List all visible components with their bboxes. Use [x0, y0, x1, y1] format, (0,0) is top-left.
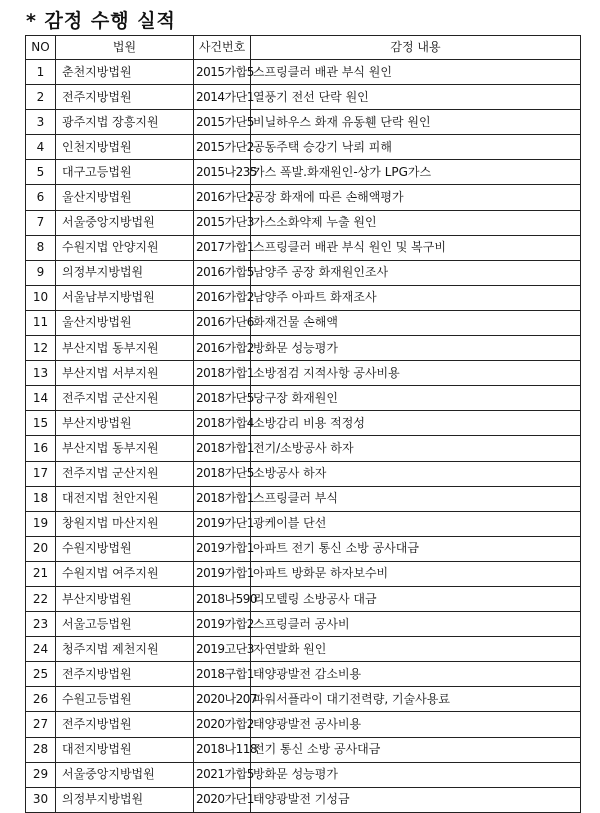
- row-court: 전주지법 군산지원: [56, 386, 194, 411]
- row-content: 자연발화 원인: [251, 637, 581, 662]
- row-number: 30: [26, 787, 56, 812]
- row-court: 부산지법 서부지원: [56, 361, 194, 386]
- row-number: 10: [26, 285, 56, 310]
- table-row: [26, 511, 581, 536]
- row-court: 울산지방법원: [56, 185, 194, 210]
- row-case-number: 2015나235: [194, 160, 251, 185]
- header-court: 법원: [56, 36, 194, 60]
- row-court: 울산지방법원: [56, 310, 194, 335]
- row-case-number: 2018가단5: [194, 461, 251, 486]
- table-row: [26, 310, 581, 335]
- row-content: 남양주 공장 화재원인조사: [251, 260, 581, 285]
- table-row: [26, 235, 581, 260]
- row-number: 25: [26, 662, 56, 687]
- row-number: 29: [26, 762, 56, 787]
- row-case-number: 2019가단1: [194, 511, 251, 536]
- row-court: 의정부지방법원: [56, 260, 194, 285]
- row-content: 리모델링 소방공사 대금: [251, 586, 581, 611]
- row-content: 태양광발전 감소비용: [251, 662, 581, 687]
- table-row: [26, 461, 581, 486]
- row-number: 7: [26, 210, 56, 235]
- row-number: 17: [26, 461, 56, 486]
- row-content: 태양광발전 공사비용: [251, 712, 581, 737]
- row-court: 춘천지방법원: [56, 60, 194, 85]
- row-number: 9: [26, 260, 56, 285]
- row-court: 광주지법 장흥지원: [56, 110, 194, 135]
- row-content: 소방공사 하자: [251, 461, 581, 486]
- table-row: [26, 160, 581, 185]
- table-row: [26, 712, 581, 737]
- row-court: 부산지법 동부지원: [56, 336, 194, 361]
- row-case-number: 2018가합1: [194, 436, 251, 461]
- row-number: 11: [26, 310, 56, 335]
- row-content: 공장 화재에 따른 손해액평가: [251, 185, 581, 210]
- row-court: 서울고등법원: [56, 612, 194, 637]
- row-court: 부산지방법원: [56, 586, 194, 611]
- row-number: 26: [26, 687, 56, 712]
- row-case-number: 2016가합5: [194, 260, 251, 285]
- row-court: 수원고등법원: [56, 687, 194, 712]
- row-court: 대전지방법원: [56, 737, 194, 762]
- row-content: 당구장 화재원인: [251, 386, 581, 411]
- row-case-number: 2020가합2: [194, 712, 251, 737]
- row-case-number: 2019가합2: [194, 612, 251, 637]
- table-header-row: [26, 36, 581, 60]
- table-row: [26, 561, 581, 586]
- row-court: 전주지방법원: [56, 712, 194, 737]
- row-number: 28: [26, 737, 56, 762]
- row-court: 전주지방법원: [56, 85, 194, 110]
- table-row: [26, 135, 581, 160]
- row-court: 대전지법 천안지원: [56, 486, 194, 511]
- row-case-number: 2015가단2: [194, 135, 251, 160]
- row-case-number: 2018가합1: [194, 361, 251, 386]
- row-number: 24: [26, 637, 56, 662]
- row-content: 스프링클러 배관 부식 원인 및 복구비: [251, 235, 581, 260]
- row-number: 15: [26, 411, 56, 436]
- row-content: 가스 폭발.화재원인-상가 LPG가스: [251, 160, 581, 185]
- row-case-number: 2016가합2: [194, 285, 251, 310]
- row-case-number: 2018가단5: [194, 386, 251, 411]
- row-content: 소방점검 지적사항 공사비용: [251, 361, 581, 386]
- row-court: 부산지법 동부지원: [56, 436, 194, 461]
- row-content: 아파트 전기 통신 소방 공사대금: [251, 536, 581, 561]
- row-content: 전기/소방공사 하자: [251, 436, 581, 461]
- row-number: 20: [26, 536, 56, 561]
- row-number: 3: [26, 110, 56, 135]
- row-content: 광케이블 단선: [251, 511, 581, 536]
- table-row: [26, 60, 581, 85]
- row-content: 남양주 아파트 화재조사: [251, 285, 581, 310]
- table-row: [26, 787, 581, 812]
- row-court: 대구고등법원: [56, 160, 194, 185]
- row-content: 공동주택 승강기 낙뢰 피해: [251, 135, 581, 160]
- row-content: 방화문 성능평가: [251, 762, 581, 787]
- table-row: [26, 411, 581, 436]
- row-case-number: 2017가합1: [194, 235, 251, 260]
- table-row: [26, 586, 581, 611]
- appraisal-table: [25, 35, 581, 813]
- row-case-number: 2021가합5: [194, 762, 251, 787]
- row-court: 서울남부지방법원: [56, 285, 194, 310]
- table-row: [26, 361, 581, 386]
- row-case-number: 2015가합5: [194, 60, 251, 85]
- header-case-number: 사건번호: [194, 36, 251, 60]
- row-content: 열풍기 전선 단락 원인: [251, 85, 581, 110]
- row-content: 아파트 방화문 하자보수비: [251, 561, 581, 586]
- table-row: [26, 110, 581, 135]
- row-case-number: 2018나590: [194, 586, 251, 611]
- table-row: [26, 85, 581, 110]
- row-court: 수원지방법원: [56, 536, 194, 561]
- row-content: 전기 통신 소방 공사대금: [251, 737, 581, 762]
- table-row: [26, 687, 581, 712]
- row-case-number: 2018나118: [194, 737, 251, 762]
- row-case-number: 2016가단6: [194, 310, 251, 335]
- row-number: 16: [26, 436, 56, 461]
- row-content: 가스소화약제 누출 원인: [251, 210, 581, 235]
- row-content: 비닐하우스 화재 유동휀 단락 원인: [251, 110, 581, 135]
- table-row: [26, 612, 581, 637]
- row-number: 6: [26, 185, 56, 210]
- row-case-number: 2019가합1: [194, 536, 251, 561]
- page-title: * 감정 수행 실적: [26, 10, 176, 32]
- table-row: [26, 737, 581, 762]
- row-number: 14: [26, 386, 56, 411]
- row-number: 5: [26, 160, 56, 185]
- row-number: 1: [26, 60, 56, 85]
- row-case-number: 2014가단1: [194, 85, 251, 110]
- row-number: 22: [26, 586, 56, 611]
- row-case-number: 2019가합1: [194, 561, 251, 586]
- table-row: [26, 536, 581, 561]
- header-appraisal-content: 감정 내용: [251, 36, 581, 60]
- row-case-number: 2020가단1: [194, 787, 251, 812]
- row-case-number: 2016가합2: [194, 336, 251, 361]
- row-case-number: 2015가단5: [194, 110, 251, 135]
- table-row: [26, 185, 581, 210]
- row-case-number: 2018구합1: [194, 662, 251, 687]
- table-row: [26, 336, 581, 361]
- row-court: 전주지방법원: [56, 662, 194, 687]
- row-number: 8: [26, 235, 56, 260]
- row-number: 13: [26, 361, 56, 386]
- row-court: 서울중앙지방법원: [56, 210, 194, 235]
- table-row: [26, 662, 581, 687]
- row-court: 인천지방법원: [56, 135, 194, 160]
- table-row: [26, 210, 581, 235]
- row-number: 27: [26, 712, 56, 737]
- row-content: 스프링클러 공사비: [251, 612, 581, 637]
- row-number: 18: [26, 486, 56, 511]
- row-number: 12: [26, 336, 56, 361]
- row-content: 소방감리 비용 적정성: [251, 411, 581, 436]
- row-number: 21: [26, 561, 56, 586]
- row-content: 화재건물 손해액: [251, 310, 581, 335]
- row-number: 2: [26, 85, 56, 110]
- row-court: 전주지법 군산지원: [56, 461, 194, 486]
- row-content: 태양광발전 기성금: [251, 787, 581, 812]
- row-court: 수원지법 안양지원: [56, 235, 194, 260]
- row-number: 19: [26, 511, 56, 536]
- row-court: 창원지법 마산지원: [56, 511, 194, 536]
- row-case-number: 2018가합4: [194, 411, 251, 436]
- row-case-number: 2018가합1: [194, 486, 251, 511]
- table-row: [26, 762, 581, 787]
- table-row: [26, 637, 581, 662]
- table-row: [26, 436, 581, 461]
- row-court: 수원지법 여주지원: [56, 561, 194, 586]
- row-case-number: 2019고단3: [194, 637, 251, 662]
- row-case-number: 2016가단2: [194, 185, 251, 210]
- header-no: NO: [26, 36, 56, 60]
- row-content: 스프링클러 배관 부식 원인: [251, 60, 581, 85]
- table-row: [26, 260, 581, 285]
- table-row: [26, 285, 581, 310]
- row-court: 서울중앙지방법원: [56, 762, 194, 787]
- table-row: [26, 386, 581, 411]
- row-court: 부산지방법원: [56, 411, 194, 436]
- row-court: 청주지법 제천지원: [56, 637, 194, 662]
- row-content: 스프링클러 부식: [251, 486, 581, 511]
- row-case-number: 2015가단3: [194, 210, 251, 235]
- row-case-number: 2020나207: [194, 687, 251, 712]
- row-number: 23: [26, 612, 56, 637]
- row-court: 의정부지방법원: [56, 787, 194, 812]
- table-row: [26, 486, 581, 511]
- row-content: 방화문 성능평가: [251, 336, 581, 361]
- row-content: 파워서플라이 대기전력량, 기술사용료: [251, 687, 581, 712]
- row-number: 4: [26, 135, 56, 160]
